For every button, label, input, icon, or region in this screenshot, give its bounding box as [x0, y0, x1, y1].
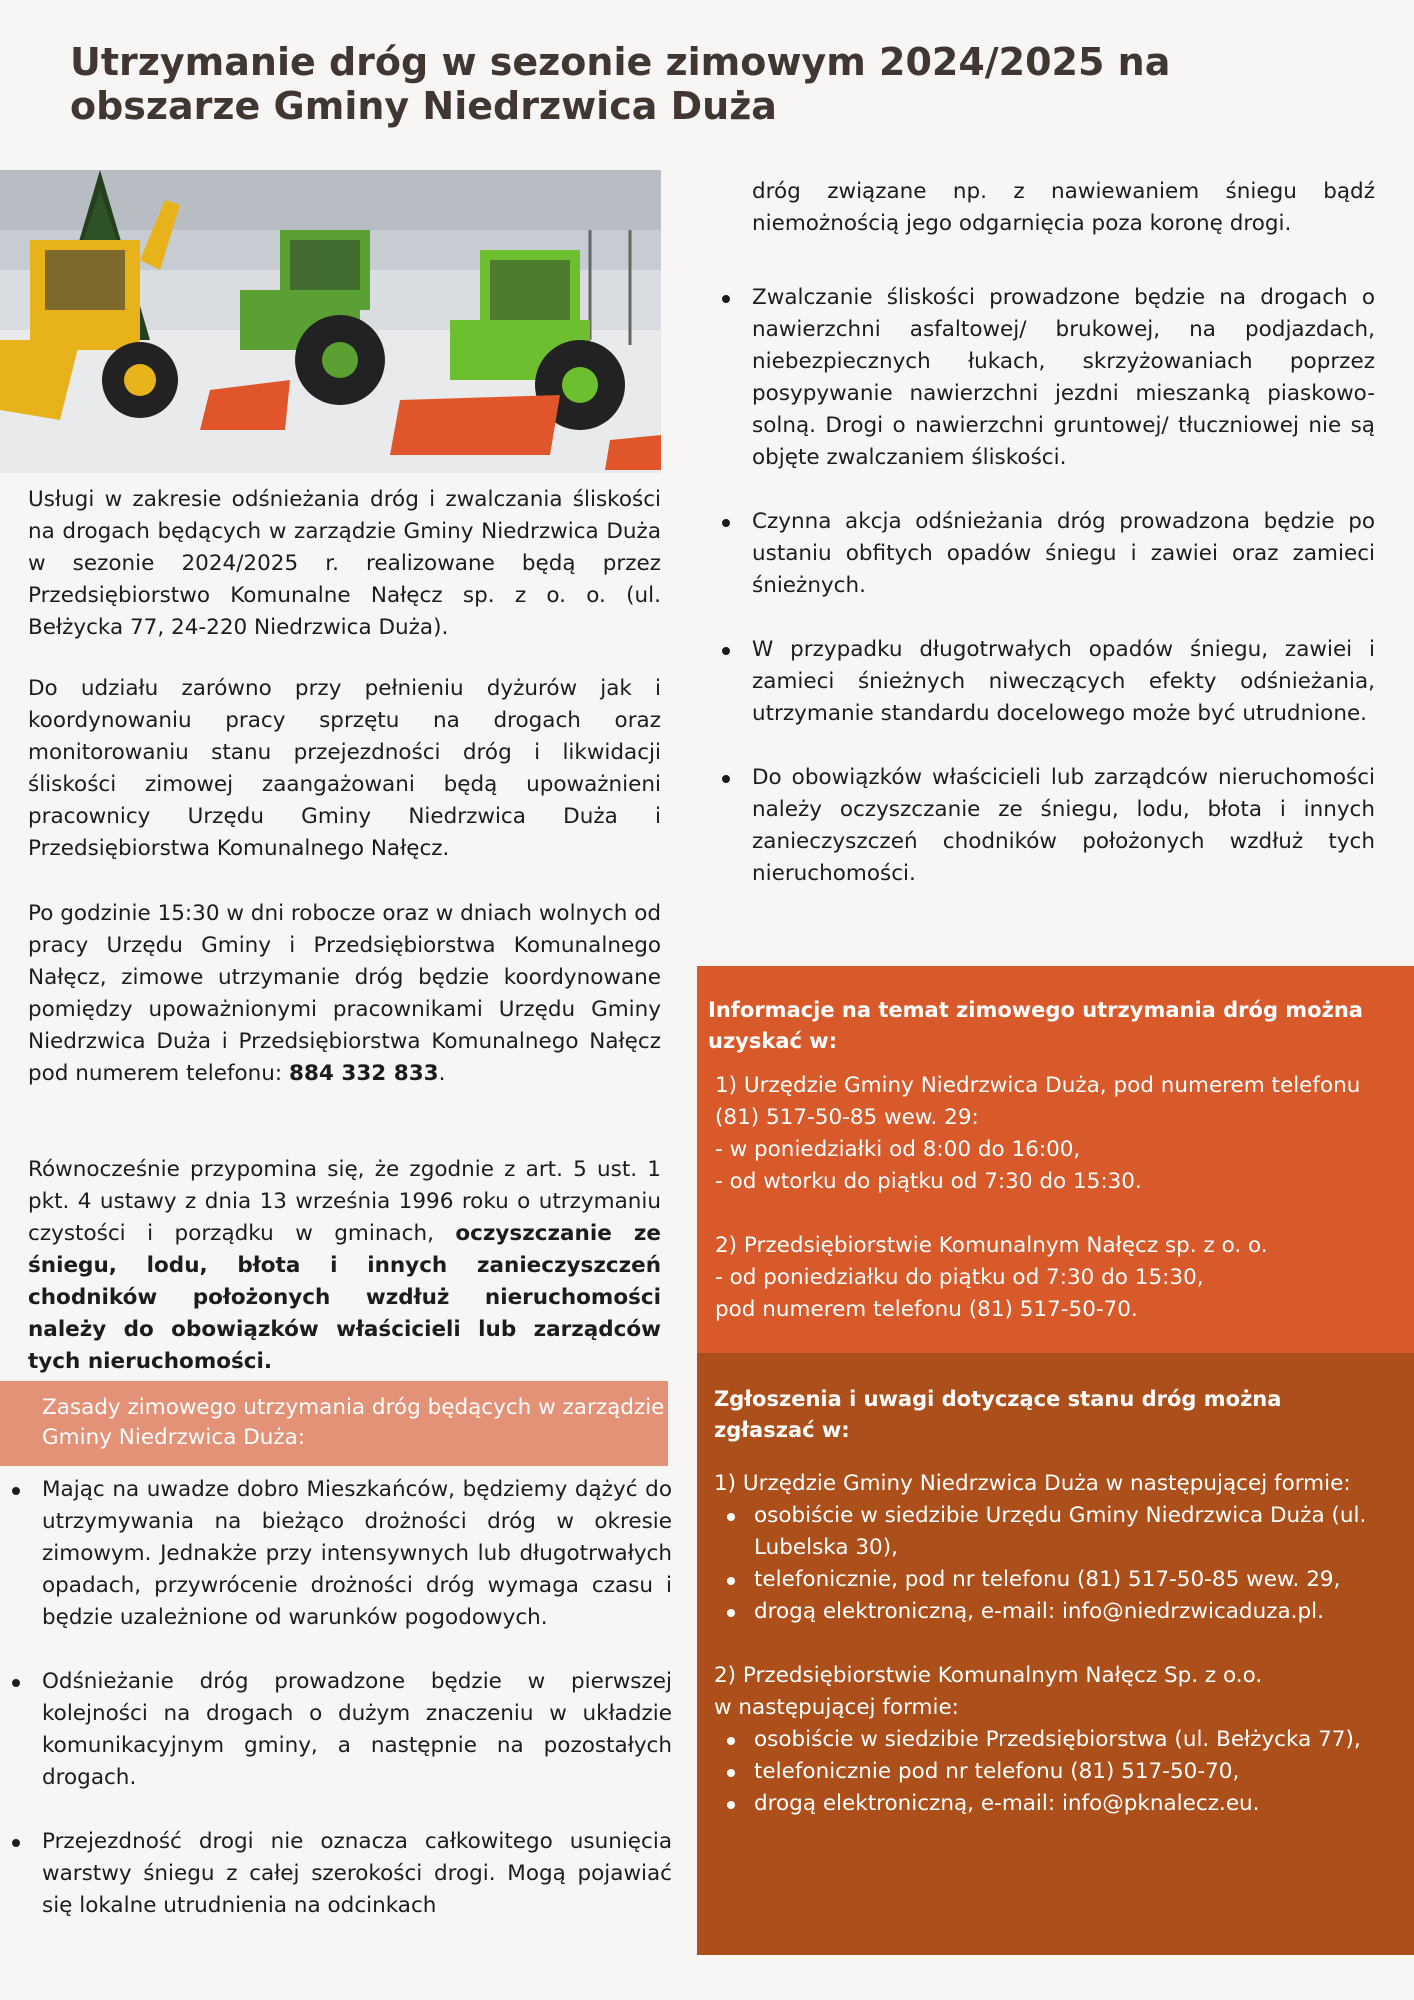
info-box-body: [715, 1070, 1410, 1326]
info-box-heading: Informacje na temat zimowego utrzymania dróg można uzyskać w:: [708, 998, 1363, 1053]
rules-item: Mając na uwadze dobro Mieszkańców, będziemy dążyć do utrzymywania na bieżąco drożności dróg w okresie zimowym. Jednakże przy intensywnych lub długotrwałych opadach, przywrócenie drożności dróg wymaga czasu i będzie uzależnione od warunków pogodowych.: [28, 1474, 672, 1634]
info-line: 1) Urzędzie Gminy Niedrzwica Duża, pod numerem telefonu (81) 517-50-85 wew. 29:: [715, 1073, 1361, 1130]
info-line: pod numerem telefonu (81) 517-50-70.: [715, 1297, 1138, 1322]
page-title: Utrzymanie dróg w sezonie zimowym 2024/2025 na obszarze Gminy Niedrzwica Duża: [70, 40, 1171, 128]
rules-continuation: dróg związane np. z nawiewaniem śniegu bądź niemożnością jego odgarnięcia poza koronę drogi.: [752, 179, 1375, 236]
rules-item: Zwalczanie śliskości prowadzone będzie na drogach o nawierzchni asfaltowej/ brukowej, na podjazdach, niebezpiecznych łukach, skrzyżowaniach poprzez posypywanie nawierzchni jezdni mieszanką piaskowo-solną. Drogi o nawierzchni gruntowej/ tłuczniowej nie są objęte zwalczaniem śliskości.: [738, 282, 1375, 474]
duty-phone-number: 884 332 833: [289, 1061, 439, 1086]
staff-paragraph: Do udziału zarówno przy pełnieniu dyżurów jak i koordynowaniu pracy sprzętu na drogach oraz monitorowaniu stanu przejezdności dróg i likwidacji śliskości zimowej zaangażowani będą upoważnieni pracownicy Urzędu Gminy Niedrzwica Duża i Przedsiębiorstwa Komunalnego Nałęcz.: [28, 676, 661, 861]
report-box-heading: Zgłoszenia i uwagi dotyczące stanu dróg można zgłaszać w:: [714, 1387, 1282, 1442]
info-line: - w poniedziałki od 8:00 do 16:00,: [715, 1137, 1081, 1162]
legal-paragraph: [28, 1154, 661, 1378]
machinery-image: [0, 170, 661, 473]
info-line: - od poniedziałku do piątku od 7:30 do 15:30,: [715, 1265, 1204, 1290]
report-item: osobiście w siedzibie Przedsiębiorstwa (ul. Bełżycka 77),: [714, 1724, 1387, 1756]
report-box: [697, 1353, 1414, 1955]
report-section-1-list: [714, 1500, 1387, 1628]
machinery-photo: [0, 170, 661, 473]
report-item: osobiście w siedzibie Urzędu Gminy Niedrzwica Duża (ul. Lubelska 30),: [714, 1500, 1387, 1564]
after-hours-paragraph: [28, 898, 661, 1090]
rules-list: [28, 1474, 672, 1922]
report-section-title: 2) Przedsiębiorstwie Komunalnym Nałęcz Sp. z o.o.: [714, 1663, 1263, 1688]
report-item: telefonicznie, pod nr telefonu (81) 517-50-85 wew. 29,: [714, 1564, 1387, 1596]
info-line: - od wtorku do piątku od 7:30 do 15:30.: [715, 1169, 1142, 1194]
rules-item: Odśnieżanie dróg prowadzone będzie w pierwszej kolejności na drogach o dużym znaczeniu w układzie komunikacyjnym gminy, a następnie na pozostałych drogach.: [28, 1666, 672, 1794]
report-box-body: [714, 1468, 1387, 1820]
info-box: [697, 966, 1414, 1353]
report-item: telefonicznie pod nr telefonu (81) 517-50-70,: [714, 1756, 1387, 1788]
rules-item: Do obowiązków właścicieli lub zarządców nieruchomości należy oczyszczanie ze śniegu, lodu, błota i innych zanieczyszczeń chodników położonych wzdłuż tych nieruchomości.: [738, 762, 1375, 890]
rules-item: Przejezdność drogi nie oznacza całkowitego usunięcia warstwy śniegu z całej szerokości drogi. Mogą pojawiać się lokalne utrudnienia na odcinkach: [28, 1826, 672, 1922]
rules-item: Czynna akcja odśnieżania dróg prowadzona będzie po ustaniu obfitych opadów śniegu i zawiei oraz zamieci śnieżnych.: [738, 506, 1375, 602]
info-line: 2) Przedsiębiorstwie Komunalnym Nałęcz sp. z o. o.: [715, 1233, 1268, 1258]
report-section-subtitle: w następującej formie:: [714, 1695, 959, 1720]
after-hours-text: Po godzinie 15:30 w dni robocze oraz w dniach wolnych od pracy Urzędu Gminy i Przedsiębiorstwa Komunalnego Nałęcz, zimowe utrzymanie dróg będzie koordynowane pomiędzy upoważnionymi pracownikami Urzędu Gminy Niedrzwica Duża i Przedsiębiorstwa Komunalnego Nałęcz pod numerem telefonu:: [28, 901, 661, 1086]
report-section-2-list: [714, 1724, 1387, 1820]
legal-text: Równocześnie przypomina się, że zgodnie z art. 5 ust. 1 pkt. 4 ustawy z dnia 13 września 1996 roku o utrzymaniu czystości i porządku w gminach,: [28, 1157, 661, 1246]
rules-item: W przypadku długotrwałych opadów śniegu, zawiei i zamieci śnieżnych niweczących efekty odśnieżania, utrzymanie standardu docelowego może być utrudnione.: [738, 634, 1375, 730]
rules-heading: Zasady zimowego utrzymania dróg będących w zarządzie Gminy Niedrzwica Duża:: [0, 1381, 668, 1466]
legal-obligation-text: oczyszczanie ze śniegu, lodu, błota i innych zanieczyszczeń chodników położonych wzdłuż nieruchomości należy do obowiązków właścicieli lub zarządców tych nieruchomości.: [28, 1221, 661, 1374]
report-item: drogą elektroniczną, e-mail: info@pknalecz.eu.: [714, 1788, 1387, 1820]
intro-paragraph: Usługi w zakresie odśnieżania dróg i zwalczania śliskości na drogach będących w zarządzie Gminy Niedrzwica Duża w sezonie 2024/2025 r. realizowane będą przez Przedsiębiorstwo Komunalne Nałęcz sp. z o. o. (ul. Bełżycka 77, 24-220 Niedrzwica Duża).: [28, 487, 661, 640]
rules-list-continued: [738, 282, 1375, 890]
report-section-title: 1) Urzędzie Gminy Niedrzwica Duża w następującej formie:: [714, 1471, 1351, 1496]
after-hours-end: .: [438, 1061, 446, 1086]
report-item: drogą elektroniczną, e-mail: info@niedrzwicaduza.pl.: [714, 1596, 1387, 1628]
